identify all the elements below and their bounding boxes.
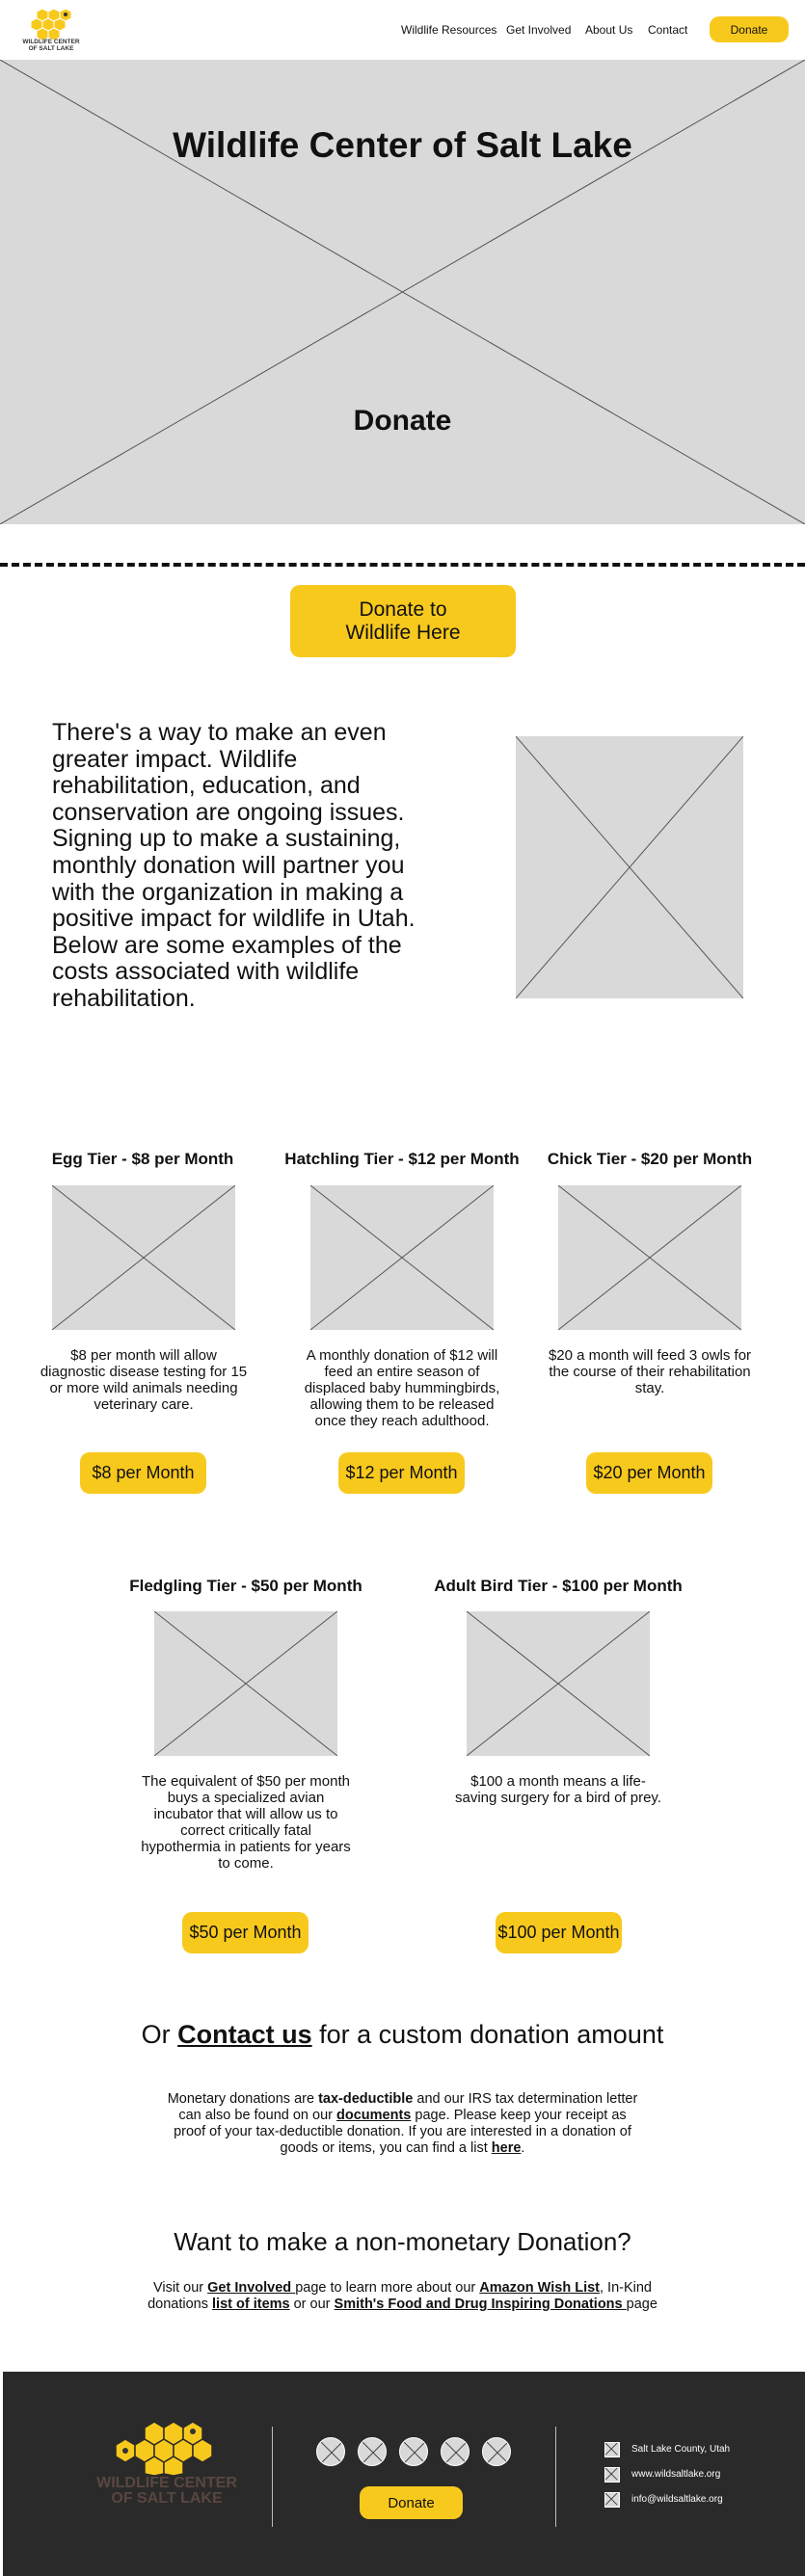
hero-subtitle: Donate	[353, 405, 452, 437]
nav-contact[interactable]: Contact	[648, 23, 688, 37]
tier-desc-fledgling: The equivalent of $50 per month buys a specialized avian incubator that will allow us to correct critically fatal hypothermia in patients for years to come.	[141, 1773, 351, 1872]
tier-button-chick[interactable]: $20 per Month	[586, 1452, 712, 1494]
nonmonetary-text-4: or our	[289, 2297, 335, 2312]
dashed-divider	[0, 563, 805, 567]
tier-desc-hatchling: A monthly donation of $12 will feed an entire season of displaced baby hummingbirds, allowing them to be released once they reach adulthood.	[304, 1347, 500, 1429]
tier-image-fledgling	[154, 1611, 337, 1756]
amazon-wish-list-link[interactable]: Amazon Wish List	[479, 2280, 600, 2296]
footer	[3, 2372, 805, 2576]
custom-after: for a custom donation amount	[311, 2020, 664, 2049]
tier-title-chick: Chick Tier - $20 per Month	[547, 1150, 753, 1168]
monetary-text-1: Monetary donations are	[167, 2091, 319, 2107]
nav-wildlife-resources[interactable]: Wildlife Resources	[401, 23, 497, 37]
tier-image-chick	[558, 1185, 741, 1330]
honeycomb-logo-icon	[106, 2422, 222, 2476]
footer-location: Salt Lake County, Utah	[631, 2444, 731, 2455]
tier-button-adult-bird[interactable]: $100 per Month	[496, 1912, 622, 1953]
footer-divider-left	[272, 2427, 273, 2527]
footer-contact-list	[604, 2442, 797, 2529]
footer-website[interactable]: www.wildsaltlake.org	[631, 2469, 721, 2480]
nonmonetary-text-5: page	[626, 2297, 657, 2312]
email-icon	[604, 2492, 620, 2508]
nonmonetary-text-2: page to learn more about our	[295, 2280, 480, 2296]
tier-desc-chick: $20 a month will feed 3 owls for the course of their rehabilitation stay.	[548, 1347, 752, 1396]
tier-image-adult-bird	[467, 1611, 650, 1756]
non-monetary-paragraph	[140, 2280, 665, 2313]
monetary-text-4: .	[521, 2140, 525, 2156]
footer-logo-line2: OF SALT LAKE	[111, 2490, 223, 2507]
tax-deductible-text: tax-deductible	[318, 2091, 414, 2107]
tier-title-adult-bird: Adult Bird Tier - $100 per Month	[434, 1577, 683, 1595]
monetary-paragraph	[164, 2091, 641, 2157]
footer-divider-right	[555, 2427, 556, 2527]
nonmonetary-text-1: Visit our	[152, 2280, 208, 2296]
nav-get-involved[interactable]: Get Involved	[506, 23, 572, 37]
header	[0, 0, 805, 60]
tier-button-fledgling[interactable]: $50 per Month	[182, 1912, 309, 1953]
logo-text: WILDLIFE CENTER OF SALT LAKE	[22, 39, 80, 52]
contact-us-link[interactable]: Contact us	[177, 2020, 312, 2049]
get-involved-link[interactable]: Get Involved	[207, 2280, 296, 2296]
custom-donation-heading	[0, 2020, 805, 2050]
hero-title: Wildlife Center of Salt Lake	[173, 125, 632, 165]
intro-image	[516, 736, 743, 998]
list-of-items-link[interactable]: list of items	[212, 2297, 290, 2312]
custom-before: Or	[141, 2020, 178, 2049]
tier-button-egg[interactable]: $8 per Month	[80, 1452, 206, 1494]
tier-title-fledgling: Fledgling Tier - $50 per Month	[129, 1577, 362, 1595]
intro-text: There's a way to make an even greater impact. Wildlife rehabilitation, education, and conservation are ongoing issues. Signing up to make a sustaining, monthly donation will partner you with the organization in making a positive impact for wildlife in Utah. Below are some examples of the costs associated with wildlife rehabilitation.	[52, 719, 416, 1012]
footer-logo-line1: WILDLIFE CENTER	[96, 2475, 237, 2491]
footer-email[interactable]: info@wildsaltlake.org	[631, 2494, 723, 2505]
location-icon	[604, 2442, 620, 2457]
nonmonetary-text-3: , In-Kind donations	[148, 2280, 652, 2312]
social-icon-5[interactable]	[482, 2437, 511, 2466]
monetary-text-2: and our IRS tax determination letter can also be found on our	[178, 2091, 638, 2123]
tier-desc-adult-bird: $100 a month means a life-saving surgery for a bird of prey.	[455, 1773, 661, 1806]
globe-icon	[604, 2467, 620, 2483]
nav-about-us[interactable]: About Us	[585, 23, 633, 37]
donate-cta-line2: Wildlife Here	[345, 621, 461, 644]
footer-donate-button[interactable]: Donate	[360, 2486, 463, 2519]
here-link[interactable]: here	[491, 2140, 522, 2156]
social-icon-2[interactable]	[358, 2437, 387, 2466]
tier-title-egg: Egg Tier - $8 per Month	[51, 1150, 234, 1168]
tier-desc-egg: $8 per month will allow diagnostic disease testing for 15 or more wild animals needing veterinary care.	[40, 1347, 248, 1413]
social-icon-3[interactable]	[399, 2437, 428, 2466]
tier-image-hatchling	[310, 1185, 494, 1330]
social-icon-1[interactable]	[316, 2437, 345, 2466]
header-donate-button[interactable]: Donate	[710, 16, 789, 42]
donate-cta-line1: Donate to	[359, 598, 447, 621]
tier-title-hatchling: Hatchling Tier - $12 per Month	[284, 1150, 520, 1168]
donate-cta-button[interactable]	[290, 585, 516, 657]
logo[interactable]	[21, 8, 81, 52]
documents-link[interactable]: documents	[336, 2108, 412, 2123]
non-monetary-heading: Want to make a non-monetary Donation?	[174, 2227, 631, 2256]
tier-image-egg	[52, 1185, 235, 1330]
monetary-text-3: page. Please keep your receipt as proof of your tax-deductible donation. If you are interested in a donation of goods or items, you can find a list	[174, 2108, 631, 2156]
footer-logo[interactable]	[94, 2422, 239, 2518]
tier-button-hatchling[interactable]: $12 per Month	[338, 1452, 465, 1494]
honeycomb-logo-icon	[21, 8, 81, 40]
smiths-inspiring-donations-link[interactable]: Smith's Food and Drug Inspiring Donations	[334, 2297, 627, 2312]
social-icon-4[interactable]	[441, 2437, 470, 2466]
